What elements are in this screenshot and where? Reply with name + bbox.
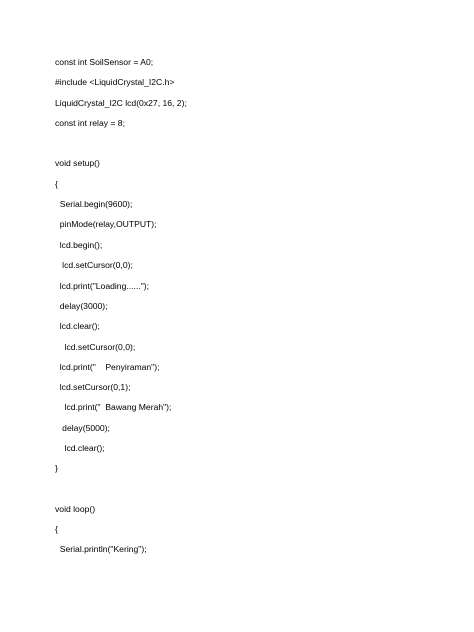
- code-line: pinMode(relay,OUTPUT);: [55, 219, 157, 229]
- code-line: void loop(): [55, 504, 96, 514]
- code-line: lcd.clear();: [55, 443, 105, 453]
- code-line: {: [55, 179, 58, 189]
- code-line: lcd.begin();: [55, 240, 103, 250]
- code-line: lcd.setCursor(0,0);: [55, 260, 133, 270]
- code-line: lcd.setCursor(0,1);: [55, 382, 131, 392]
- code-line: void setup(): [55, 158, 100, 168]
- code-line: delay(5000);: [55, 423, 110, 433]
- code-line: }: [55, 463, 58, 473]
- code-line: Serial.println("Kering");: [55, 544, 147, 554]
- code-line: {: [55, 524, 58, 534]
- code-line: const int relay = 8;: [55, 118, 125, 128]
- code-line: #include <LiquidCrystal_I2C.h>: [55, 77, 175, 87]
- code-line: lcd.print(" Bawang Merah");: [55, 402, 172, 412]
- code-line: lcd.print("Loading......");: [55, 281, 149, 291]
- code-line: const int SoilSensor = A0;: [55, 57, 154, 67]
- code-line: lcd.print(" Penyiraman");: [55, 362, 160, 372]
- code-line: Serial.begin(9600);: [55, 199, 133, 209]
- code-line: LiquidCrystal_I2C lcd(0x27, 16, 2);: [55, 98, 187, 108]
- code-line: lcd.setCursor(0,0);: [55, 342, 136, 352]
- code-line: lcd.clear();: [55, 321, 100, 331]
- code-line: delay(3000);: [55, 301, 108, 311]
